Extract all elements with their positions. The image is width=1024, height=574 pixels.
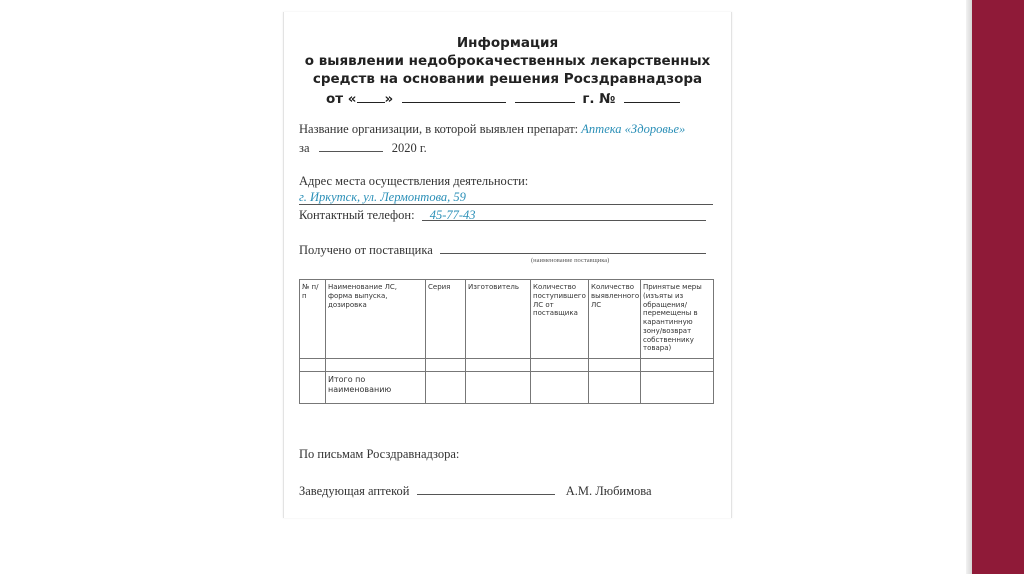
table-header-row <box>300 280 714 359</box>
table-cell[interactable] <box>466 359 531 372</box>
doc-title: Информация <box>456 35 559 51</box>
period-suffix: 2020 г. <box>391 141 427 155</box>
supplier-caption: (наименование поставщика) <box>531 257 610 264</box>
table-cell[interactable] <box>326 359 426 372</box>
org-value: Аптека «Здоровье» <box>581 122 686 136</box>
signature-blank <box>417 482 555 495</box>
supplier-line <box>299 241 706 258</box>
header-drug-name: Наименование ЛС, форма выпуска, дозировка <box>326 280 426 359</box>
period-prefix: за <box>299 141 310 155</box>
phone-value: 45-77-43 <box>429 208 476 222</box>
phone-label: Контактный телефон: <box>299 208 415 222</box>
year-blank <box>515 89 575 103</box>
address-label: Адрес места осуществления деятельности: <box>299 174 529 188</box>
signature-line <box>299 482 652 499</box>
table-cell[interactable] <box>531 359 589 372</box>
month-blank <box>402 89 506 103</box>
from-close: » <box>384 91 394 107</box>
table-cell[interactable] <box>641 359 714 372</box>
phone-line <box>299 208 706 223</box>
head-label: Заведующая аптекой <box>299 484 410 498</box>
address-line <box>299 190 713 205</box>
table-cell[interactable] <box>426 372 466 404</box>
header-measures: Принятые меры (изъяты из обращения/перемещены в карантинную зону/возврат собственнику товара) <box>641 280 714 359</box>
period-line <box>299 139 427 156</box>
header-number: № п/п <box>300 280 326 359</box>
table-cell[interactable] <box>589 372 641 404</box>
table-cell[interactable] <box>300 359 326 372</box>
supplier-label: Получено от поставщика <box>299 243 433 257</box>
day-blank <box>357 89 385 103</box>
header-qty-detected: Количество выявленного ЛС <box>589 280 641 359</box>
header-manufacturer: Изготовитель <box>466 280 531 359</box>
period-blank <box>319 139 383 152</box>
table-cell[interactable] <box>531 372 589 404</box>
supplier-blank <box>440 241 706 254</box>
doc-date-number-line <box>326 89 680 107</box>
doc-subtitle-line-2: средств на основании решения Росздравнадзора <box>312 71 703 87</box>
doc-subtitle-line-1: о выявлении недоброкачественных лекарственных <box>304 53 711 69</box>
defective-drugs-table <box>299 279 714 404</box>
address-value: г. Иркутск, ул. Лермонтова, 59 <box>299 190 466 204</box>
letters-label: По письмам Росздравнадзора: <box>299 447 460 461</box>
g-number-label: г. № <box>582 91 616 107</box>
table-cell[interactable] <box>300 372 326 404</box>
table-cell[interactable] <box>426 359 466 372</box>
document-page <box>283 12 732 518</box>
org-label: Название организации, в которой выявлен препарат: <box>299 122 579 136</box>
accent-sidebar <box>972 0 1024 574</box>
phone-blank <box>422 208 706 221</box>
table-row <box>300 359 714 372</box>
header-series: Серия <box>426 280 466 359</box>
table-total-row <box>300 372 714 404</box>
table-cell[interactable] <box>466 372 531 404</box>
number-blank <box>624 89 680 103</box>
table-cell[interactable] <box>589 359 641 372</box>
org-line <box>299 122 685 137</box>
head-name: А.М. Любимова <box>565 484 652 498</box>
total-label: Итого по наименованию <box>326 372 426 404</box>
header-qty-received: Количество поступившего ЛС от поставщика <box>531 280 589 359</box>
from-label: от « <box>326 91 357 107</box>
table-cell[interactable] <box>641 372 714 404</box>
